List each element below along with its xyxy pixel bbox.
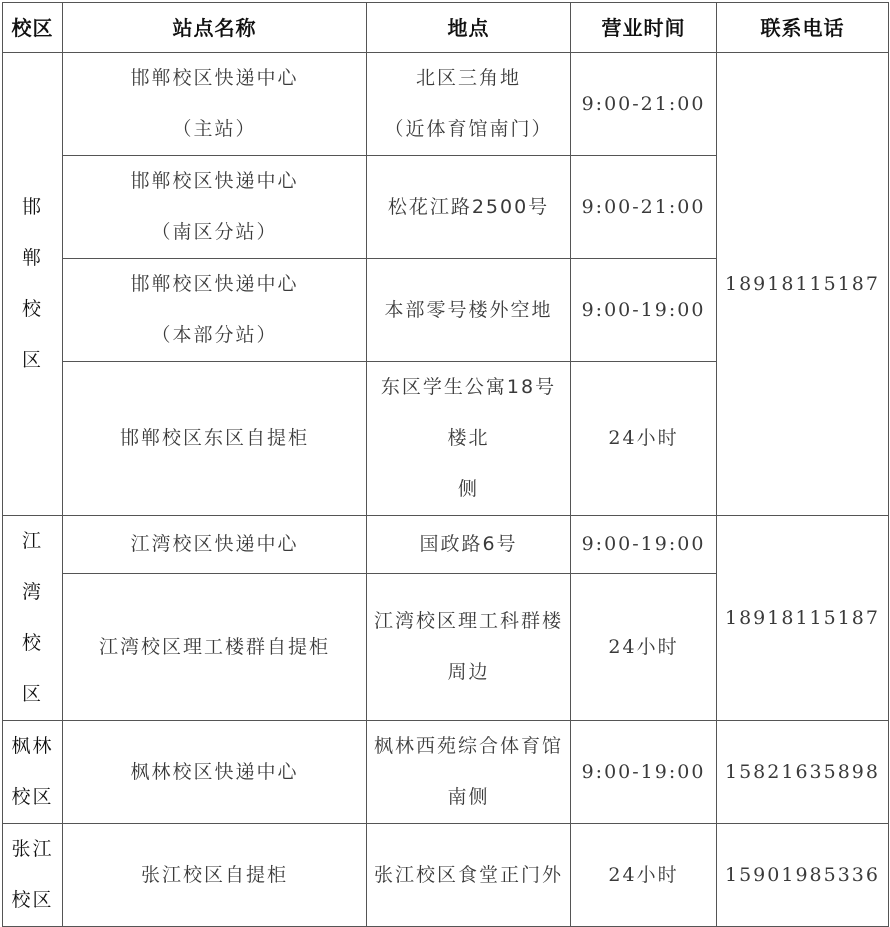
location-cell <box>367 516 571 574</box>
table-row <box>3 824 889 927</box>
hours-cell: 9:00-19:00 <box>571 721 717 824</box>
station-cell <box>63 156 367 259</box>
hours-cell: 9:00-21:00 <box>571 156 717 259</box>
hours-cell: 24小时 <box>571 824 717 927</box>
location-text: 松花江路2500号 <box>387 195 550 218</box>
station-name: 张江校区自提柜 <box>140 863 288 886</box>
station-cell <box>63 824 367 927</box>
header-campus: 校区 <box>3 3 63 53</box>
station-cell <box>63 53 367 156</box>
location-text: 张江校区食堂正门外 <box>373 863 563 886</box>
header-hours: 营业时间 <box>571 3 717 53</box>
campus-cell-fenglin <box>3 721 63 824</box>
header-row <box>3 3 889 53</box>
campus-cell-handan <box>3 53 63 516</box>
station-name: 枫林校区快递中心 <box>130 760 299 783</box>
hours-cell: 24小时 <box>571 362 717 516</box>
express-stations-table <box>2 2 889 927</box>
station-cell <box>63 516 367 574</box>
phone-cell-jiangwan: 18918115187 <box>717 516 889 721</box>
phone-cell-handan: 18918115187 <box>717 53 889 516</box>
campus-label: 枫林 校区 <box>11 735 54 808</box>
hours-cell: 9:00-19:00 <box>571 259 717 362</box>
header-location: 地点 <box>367 3 571 53</box>
campus-cell-jiangwan <box>3 516 63 721</box>
campus-label: 张江 校区 <box>11 838 54 911</box>
location-cell <box>367 824 571 927</box>
station-cell <box>63 721 367 824</box>
campus-label: 江 湾 校 区 <box>21 530 43 705</box>
station-name: 邯郸校区快递中心 （本部分站） <box>130 273 299 346</box>
location-text: 枫林西苑综合体育馆 南侧 <box>373 735 563 808</box>
header-station-name: 站点名称 <box>63 3 367 53</box>
location-text: 国政路6号 <box>419 533 518 556</box>
campus-label: 邯 郸 校 区 <box>21 196 43 371</box>
campus-cell-zhangjiang <box>3 824 63 927</box>
location-cell <box>367 259 571 362</box>
location-text: 东区学生公寓18号楼北 侧 <box>380 376 557 500</box>
station-cell <box>63 259 367 362</box>
hours-cell: 9:00-19:00 <box>571 516 717 574</box>
location-cell <box>367 156 571 259</box>
station-name: 邯郸校区快递中心 （南区分站） <box>130 170 299 243</box>
station-cell <box>63 362 367 516</box>
location-cell <box>367 574 571 721</box>
station-name: 江湾校区理工楼群自提柜 <box>98 635 330 658</box>
table-row <box>3 516 889 574</box>
location-text: 江湾校区理工科群楼 周边 <box>373 610 563 684</box>
hours-cell: 9:00-21:00 <box>571 53 717 156</box>
phone-cell-fenglin: 15821635898 <box>717 721 889 824</box>
station-name: 江湾校区快递中心 <box>130 533 299 556</box>
location-text: 北区三角地 （近体育馆南门） <box>384 67 553 140</box>
location-text: 本部零号楼外空地 <box>384 298 553 321</box>
location-cell <box>367 53 571 156</box>
hours-cell: 24小时 <box>571 574 717 721</box>
header-phone: 联系电话 <box>717 3 889 53</box>
station-name: 邯郸校区快递中心 （主站） <box>130 67 299 140</box>
table-row <box>3 53 889 156</box>
location-cell <box>367 362 571 516</box>
station-name: 邯郸校区东区自提柜 <box>119 427 309 449</box>
location-cell <box>367 721 571 824</box>
table-row <box>3 721 889 824</box>
phone-cell-zhangjiang: 15901985336 <box>717 824 889 927</box>
station-cell <box>63 574 367 721</box>
